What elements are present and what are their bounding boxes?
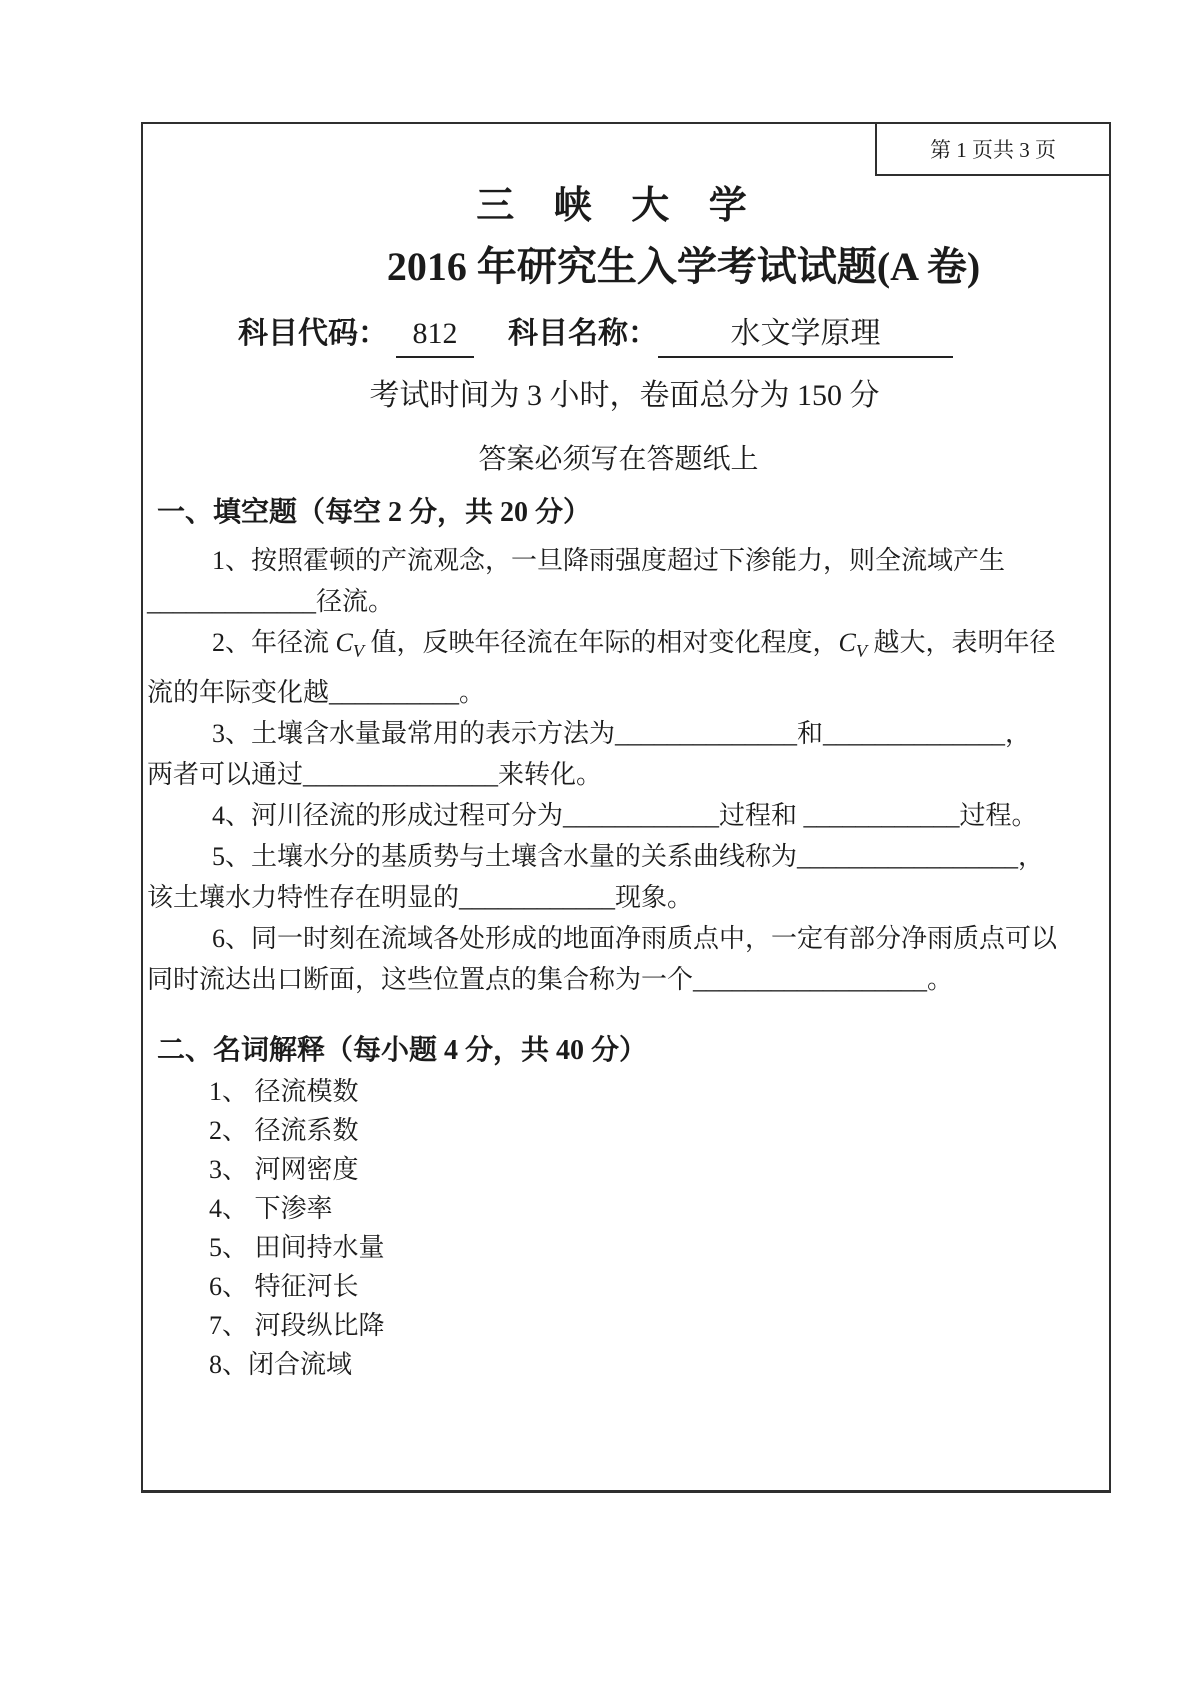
exam-duration-line: 考试时间为 3 小时，卷面总分为 150 分: [369, 379, 880, 412]
text-segment: 值，反映年径流在年际的相对变化程度，: [363, 628, 839, 657]
page-number-box: [875, 124, 1109, 176]
term-item: 2、 径流系数: [209, 1116, 359, 1146]
term-item: 1、 径流模数: [209, 1077, 359, 1107]
page-number: 第 1 页共 3 页: [930, 138, 1056, 162]
cv-subscript: V: [855, 641, 867, 662]
cv-symbol: C: [838, 628, 856, 657]
term-item: 4、 下渗率: [209, 1194, 333, 1224]
page-content: [147, 182, 1072, 1384]
answer-note-line: 答案必须写在答题纸上: [478, 444, 759, 475]
subject-line: [147, 312, 1072, 358]
term-item: 3、 河网密度: [209, 1155, 359, 1185]
cv-symbol: C: [335, 628, 353, 657]
university-title: 三 峡 大 学: [476, 185, 747, 227]
subject-name-label: 科目名称：: [508, 317, 658, 350]
term-item: 7、 河段纵比降: [209, 1311, 385, 1341]
question-5-line-2: 该土壤水力特性存在明显的____________现象。: [147, 883, 694, 913]
question-5-line-1: 5、土壤水分的基质势与土壤含水量的关系曲线称为_________________，: [212, 842, 1045, 872]
subject-name-value: 水文学原理: [658, 312, 953, 358]
question-3-line-1: 3、土壤含水量最常用的表示方法为______________和______________，: [212, 719, 1032, 749]
question-2-line-2: 流的年际变化越__________。: [147, 678, 486, 708]
section2-terms: [147, 1072, 1072, 1384]
section1-questions: [147, 540, 1072, 1000]
page-border: [141, 122, 1111, 1493]
text-segment: 2、年径流: [212, 628, 336, 657]
section1-header: 一、填空题（每空 2 分，共 20 分）: [157, 497, 592, 528]
question-2-line-1: [147, 622, 1072, 672]
question-6-line-2: 同时流达出口断面，这些位置点的集合称为一个__________________。: [147, 965, 954, 995]
exam-title: 2016 年研究生入学考试试题(A 卷): [386, 244, 981, 289]
term-item: 6、 特征河长: [209, 1272, 359, 1302]
cv-subscript: V: [352, 641, 364, 662]
question-3-line-2: 两者可以通过_______________来转化。: [147, 760, 603, 790]
subject-code-value: 812: [396, 312, 474, 358]
question-1-line-2: _____________径流。: [147, 587, 395, 616]
question-6-line-1: 6、同一时刻在流域各处形成的地面净雨质点中，一定有部分净雨质点可以: [212, 924, 1058, 954]
subject-code-label: 科目代码：: [238, 317, 388, 350]
term-item: 5、 田间持水量: [209, 1233, 385, 1263]
question-4-line-1: 4、河川径流的形成过程可分为____________过程和 ____________过程。: [212, 801, 1038, 831]
text-segment: 越大，表明年径: [866, 628, 1056, 657]
term-item: 8、闭合流域: [209, 1350, 353, 1380]
question-1-line-1: 1、按照霍顿的产流观念，一旦降雨强度超过下渗能力，则全流域产生: [212, 546, 1006, 575]
section2-header: 二、名词解释（每小题 4 分，共 40 分）: [157, 1035, 648, 1067]
